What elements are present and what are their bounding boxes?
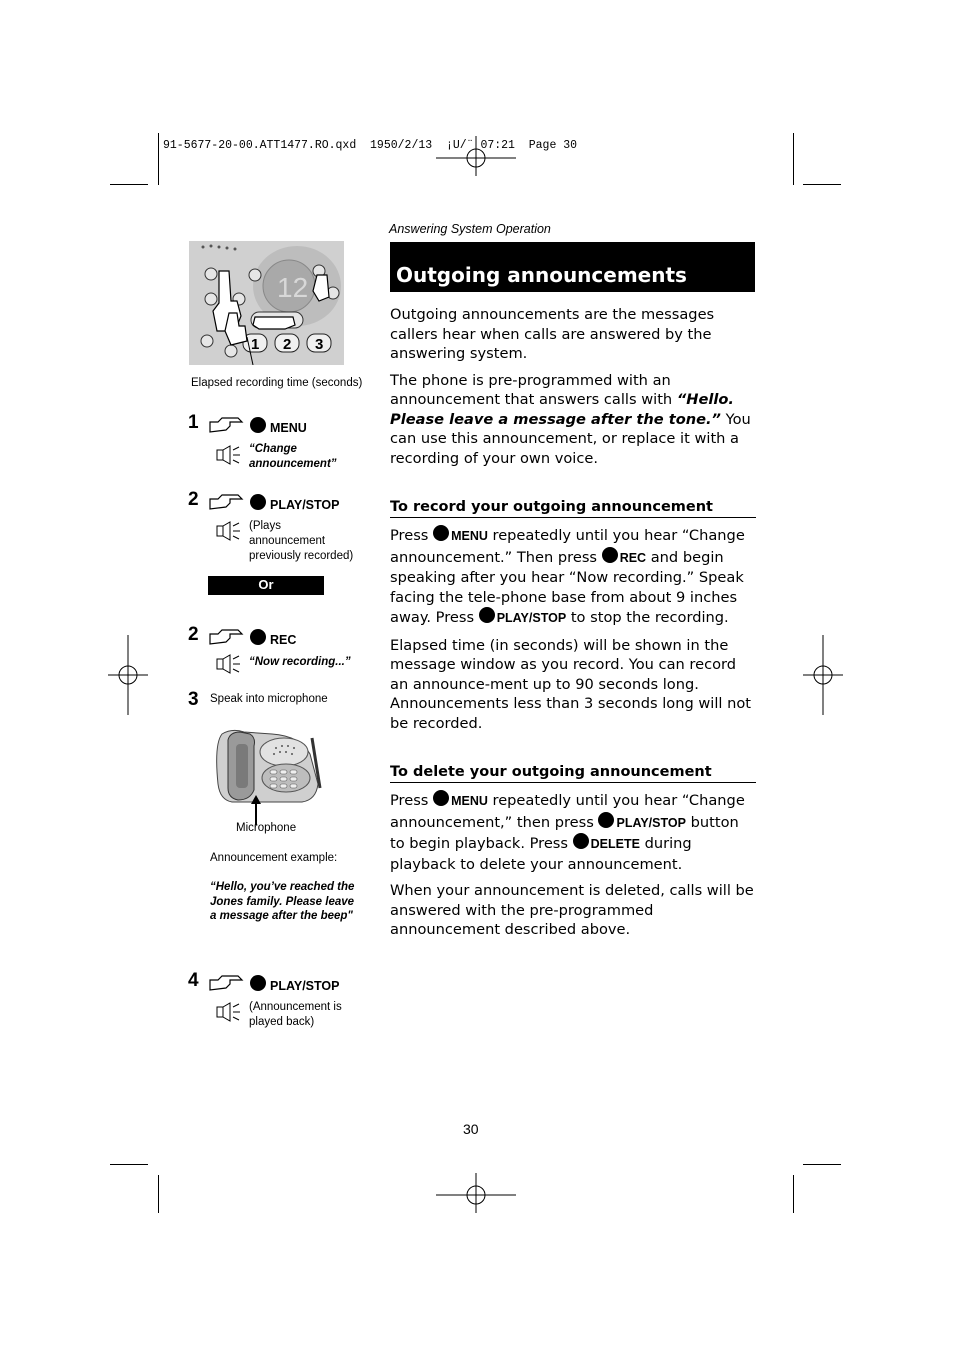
step-3-text: Speak into microphone [210,693,328,705]
step-2-play-prompt: (Plays announcement previously recorded) [249,520,354,562]
step-1 [188,412,358,434]
crop-mark [793,1175,794,1213]
speaker-icon [215,445,241,465]
delete-text: Press [390,792,434,809]
delete-paragraph-1 [390,790,756,874]
button-dot-icon [250,629,266,645]
step-2-play [188,489,358,511]
crop-mark [158,1175,159,1213]
record-paragraph-1 [390,525,756,629]
hand-press-icon [208,416,244,434]
menu-button-label: MENU [270,421,307,435]
step-4 [188,970,358,992]
delete-text: button to begin playback. Press [390,813,739,852]
play-stop-button-label: PLAY/STOP [270,498,340,512]
play-stop-button-label: PLAY/STOP [496,611,567,625]
hand-press-icon [208,493,244,511]
crop-mark [158,133,159,185]
intro-text: The phone is pre-programmed with an announcement that answers calls with [390,371,677,408]
step-2-rec [188,624,358,646]
record-text: Press [390,527,434,544]
button-dot-icon [433,790,449,806]
page-title: Outgoing announcements [396,263,687,287]
keypad-keys [243,334,331,353]
rec-button-label: REC [270,633,297,647]
button-dot-icon [250,975,266,991]
rec-button-label: REC [619,550,647,565]
svg-text:3: 3 [315,336,324,353]
delete-text: during playback to delete your announcement. [390,835,692,873]
hand-press-icon [208,628,244,646]
step-number: 1 [188,412,199,433]
intro-text: You can use this announcement, or replace it with a recording of your own voice. [390,410,751,467]
or-divider [208,576,324,595]
delete-text: repeatedly until you hear “Change announcement,” then press [390,792,745,831]
elapsed-time-caption: Elapsed recording time (seconds) [191,377,363,389]
button-dot-icon [433,525,449,541]
speaker-icon [215,521,241,541]
step-number: 3 [188,689,199,710]
record-text: repeatedly until you hear “Change announcement.” Then press [390,527,745,566]
step-number: 2 [188,489,199,510]
crop-mark [803,184,841,185]
speaker-icon [215,654,241,674]
intro-paragraph-2 [390,371,756,469]
crop-mark [110,184,148,185]
speaker-icon [215,1002,241,1022]
default-announcement-quote: “Hello. Please leave a message after the tone.” [390,391,734,428]
delete-button-label: DELETE [590,837,640,851]
step-1-prompt: “Change announcement” [249,443,337,470]
step-number: 4 [188,970,199,991]
main-column [390,305,756,940]
hand-press-icon [208,974,244,992]
or-label: Or [258,577,274,592]
example-label: Announcement example: [210,852,338,864]
play-stop-button-label: PLAY/STOP [270,979,340,993]
button-dot-icon [479,607,495,623]
intro-paragraph-1: Outgoing announcements are the messages callers hear when calls are answered by the answering system. [390,306,715,362]
page-number: 30 [463,1121,479,1137]
record-heading: To record your outgoing announcement [390,499,756,518]
button-dot-icon [250,417,266,433]
page-title-bar [390,242,755,292]
step-4-prompt: (Announcement is played back) [249,1001,342,1028]
registration-mark-left [108,635,148,715]
printer-slug: 91-5677-20-00.ATT1477.RO.qxd 1950/2/13 ¡U/¨ 07:21 Page 30 [163,139,578,152]
play-stop-button-label: PLAY/STOP [616,815,686,830]
keypad-illustration [189,241,344,365]
microphone-caption: Microphone [236,822,297,834]
phone-base-illustration [212,724,324,806]
crop-mark [110,1164,148,1165]
display-digits: 12 [277,272,309,303]
delete-heading: To delete your outgoing announcement [390,764,756,783]
button-dot-icon [602,547,618,563]
example-text: “Hello, you’ve reached the Jones family. Please leave a message after the beep" [210,881,355,923]
crop-mark [803,1164,841,1165]
registration-mark-bottom [436,1173,516,1213]
button-dot-icon [250,494,266,510]
delete-paragraph-2: When your announcement is deleted, calls will be answered with the pre-programmed announcement described above. [390,882,754,938]
button-dot-icon [598,812,614,828]
step-number: 2 [188,624,199,645]
registration-mark-right [803,635,843,715]
crop-mark [793,133,794,185]
record-text: to stop the recording. [566,609,729,626]
svg-text:1: 1 [251,336,260,353]
svg-text:2: 2 [283,336,292,353]
record-paragraph-2: Elapsed time (in seconds) will be shown in the message window as you record. You can record an announce-ment up to 90 seconds long. Announcements less than 3 seconds long will not be recorded. [390,636,751,732]
menu-button-label: MENU [451,794,488,808]
menu-button-label: MENU [451,529,488,543]
section-label: Answering System Operation [389,222,551,236]
button-dot-icon [573,833,589,849]
record-text: and begin speaking after you hear “Now recording.” Speak facing the tele-phone base from about 9 inches away. Press [390,548,744,626]
step-2-rec-prompt: “Now recording...” [249,656,351,668]
